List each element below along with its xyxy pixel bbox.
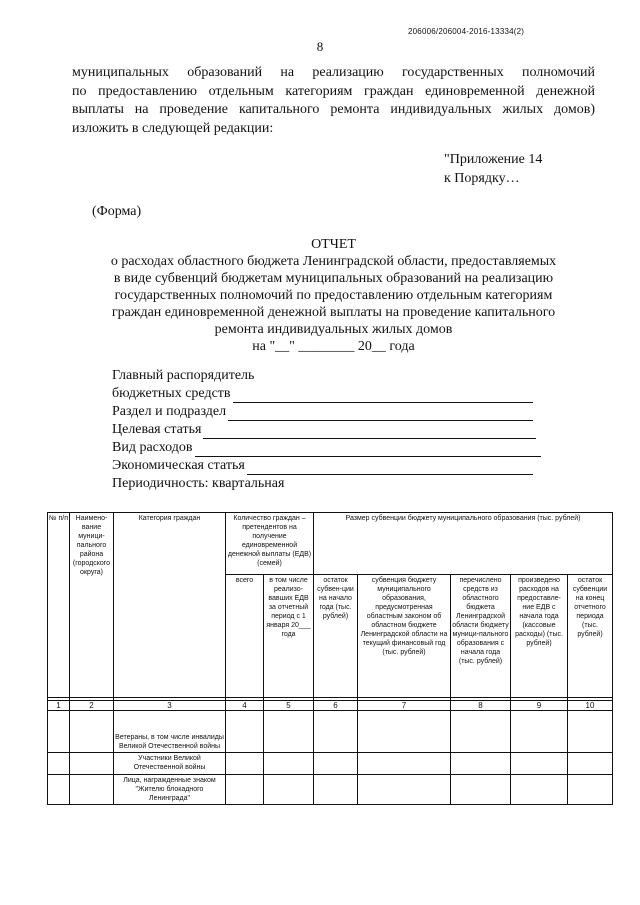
table-cell[interactable] xyxy=(568,711,613,753)
header-cell-total: всего xyxy=(226,575,264,698)
report-subtitle-line: в виде субвенций бюджетам муниципальных образований на реализацию xyxy=(113,271,554,286)
field-row xyxy=(112,385,541,403)
appendix-reference xyxy=(444,150,542,188)
field-row xyxy=(112,475,541,493)
table-cell[interactable] xyxy=(568,753,613,775)
intro-line: изложить в следующей редакции: xyxy=(72,120,274,136)
column-number: 9 xyxy=(511,701,568,711)
header-cell-realized: в том числе реализо-вавших ЕДВ за отчетный период с 1 января 20___ года xyxy=(264,575,314,698)
table-cell[interactable] xyxy=(314,753,358,775)
column-number: 5 xyxy=(264,701,314,711)
appendix-line: к Порядку… xyxy=(444,171,520,186)
report-subtitle-line: ремонта индивидуальных жилых домов xyxy=(214,322,453,337)
report-date-line: на "__" ________ 20__ года xyxy=(252,339,415,354)
document-id: 206006/206004-2016-13334(2) xyxy=(408,27,525,36)
header-cell-subvention-law: субвенция бюджету муниципального образования, предусмотренная областным законом об областном бюджете Ленинградской области на текущий финансовый год (тыс. рублей) xyxy=(358,575,451,698)
field-underline[interactable] xyxy=(228,407,533,421)
header-cell-expenses: произведено расходов на предоставле-ние ЕДВ с начала года (кассовые расходы) (тыс. рублей) xyxy=(511,575,568,698)
page-number: 8 xyxy=(316,39,324,54)
table-cell[interactable] xyxy=(48,711,70,753)
header-cell-rest-end: остаток субвенции на конец отчетного периода (тыс. рублей) xyxy=(568,575,613,698)
table-cell[interactable] xyxy=(70,775,114,805)
table-cell[interactable] xyxy=(314,711,358,753)
report-subtitle-line: государственных полномочий по предоставлению отдельным категориям xyxy=(114,288,553,303)
category-cell: Участники Великой Отечественной войны xyxy=(114,753,226,775)
column-number: 3 xyxy=(114,701,226,711)
category-cell: Лица, награжденные знаком "Жителю блокадного Ленинграда" xyxy=(114,775,226,805)
field-underline[interactable] xyxy=(233,389,533,403)
table-row xyxy=(48,753,613,775)
table-cell[interactable] xyxy=(70,711,114,753)
field-label: Целевая статья xyxy=(112,422,202,437)
report-subtitle-line: граждан единовременной денежной выплаты на проведение капитального xyxy=(111,305,556,320)
table-cell[interactable] xyxy=(358,775,451,805)
report-subtitle-line: о расходах областного бюджета Ленинградской области, предоставляемых xyxy=(110,254,557,269)
table-cell[interactable] xyxy=(264,711,314,753)
field-row xyxy=(112,367,541,385)
field-row xyxy=(112,403,541,421)
field-underline[interactable] xyxy=(203,425,536,439)
table-cell[interactable] xyxy=(48,775,70,805)
table-cell[interactable] xyxy=(568,775,613,805)
table-cell[interactable] xyxy=(511,775,568,805)
table-cell[interactable] xyxy=(226,775,264,805)
intro-line: выплаты на проведение капитального ремонта индивидуальных жилых домов) xyxy=(72,102,595,117)
field-row xyxy=(112,439,541,457)
field-label: Экономическая статья xyxy=(112,458,245,473)
table-cell[interactable] xyxy=(358,753,451,775)
field-label: Вид расходов xyxy=(112,440,193,455)
table-cell[interactable] xyxy=(511,711,568,753)
report-title-block xyxy=(72,236,595,355)
column-number: 7 xyxy=(358,701,451,711)
field-underline[interactable] xyxy=(195,443,541,457)
column-number-row xyxy=(48,701,613,711)
header-cell-rest-start: остаток субвен-ции на начало года (тыс. рублей) xyxy=(314,575,358,698)
header-cell-transferred: перечислено средств из областного бюджета Ленинградской области бюджету муници-пального образования с начала года (тыс. рублей) xyxy=(451,575,511,698)
header-cell-municipality: Наимено-вание муници-пального района (городского округа) xyxy=(70,513,114,698)
intro-paragraph xyxy=(72,64,595,138)
intro-line: по предоставлению отдельным категориям граждан единовременной денежной xyxy=(72,83,595,99)
field-underline[interactable] xyxy=(247,461,533,475)
table-row xyxy=(48,775,613,805)
column-number: 8 xyxy=(451,701,511,711)
header-cell-category: Категория граждан xyxy=(114,513,226,698)
field-row xyxy=(112,421,541,439)
table-cell[interactable] xyxy=(451,711,511,753)
field-label: Раздел и подраздел xyxy=(112,404,227,419)
category-cell: Ветераны, в том числе инвалиды Великой Отечественной войны xyxy=(114,711,226,753)
field-label: бюджетных средств xyxy=(112,386,231,401)
table-cell[interactable] xyxy=(451,775,511,805)
table-row xyxy=(48,711,613,753)
table-cell[interactable] xyxy=(264,775,314,805)
header-cell-subvention-size: Размер субвенции бюджету муниципального образования (тыс. рублей) xyxy=(314,513,613,575)
report-title: ОТЧЕТ xyxy=(311,237,356,252)
table-cell[interactable] xyxy=(511,753,568,775)
table-cell[interactable] xyxy=(48,753,70,775)
header-cell-no: № п/п xyxy=(48,513,70,698)
field-label: Периодичность: квартальная xyxy=(112,476,285,491)
column-number: 10 xyxy=(568,701,613,711)
table-cell[interactable] xyxy=(226,711,264,753)
report-table xyxy=(47,512,613,805)
intro-line: муниципальных образований на реализацию государственных полномочий xyxy=(72,65,595,80)
header-cell-citizen-count: Количество граждан – претендентов на получение единовременной денежной выплаты (ЕДВ) (семей) xyxy=(226,513,314,575)
column-number: 2 xyxy=(70,701,114,711)
appendix-line: "Приложение 14 xyxy=(444,152,543,167)
table-cell[interactable] xyxy=(451,753,511,775)
field-row xyxy=(112,457,541,475)
table-cell[interactable] xyxy=(264,753,314,775)
column-number: 4 xyxy=(226,701,264,711)
report-fields xyxy=(112,367,541,493)
table-cell[interactable] xyxy=(358,711,451,753)
table-cell[interactable] xyxy=(226,753,264,775)
field-label: Главный распорядитель xyxy=(112,368,255,383)
table-cell[interactable] xyxy=(314,775,358,805)
table-cell[interactable] xyxy=(70,753,114,775)
form-label: (Форма) xyxy=(92,204,142,219)
column-number: 6 xyxy=(314,701,358,711)
column-number: 1 xyxy=(48,701,70,711)
